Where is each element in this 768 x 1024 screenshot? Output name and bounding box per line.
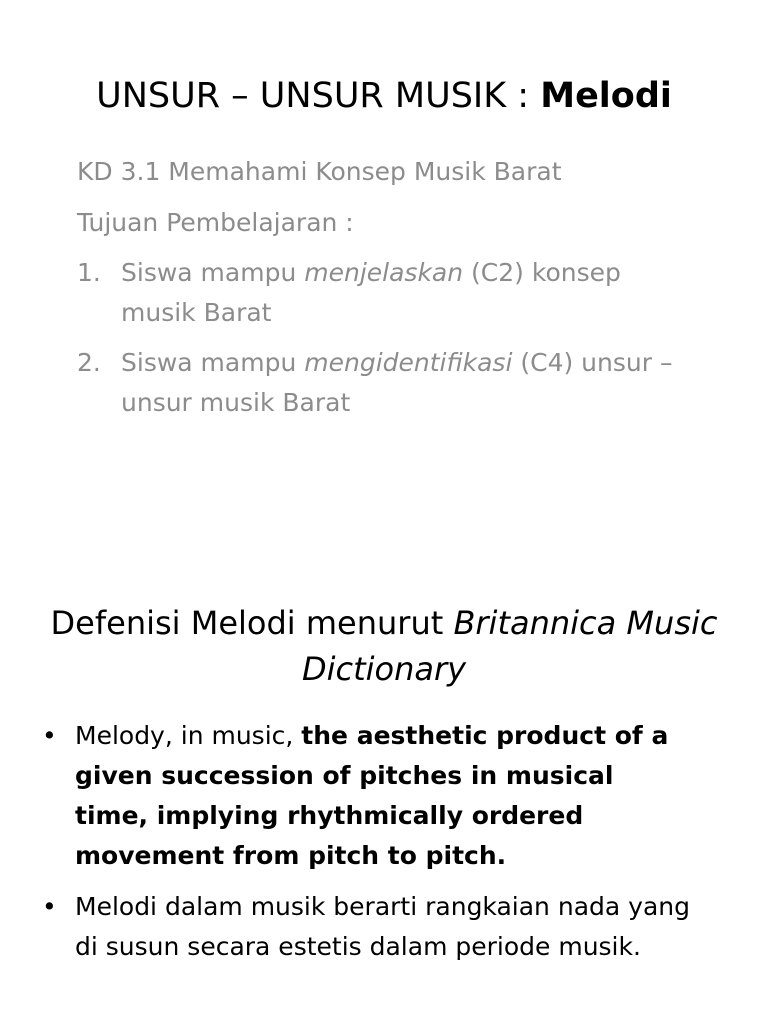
objective-text-italic: mengidentifikasi (304, 348, 513, 377)
slide-1-title (0, 70, 768, 122)
bullet-icon: • (42, 721, 57, 750)
kd-text: KD 3.1 Memahami Konsep Musik Barat (77, 157, 562, 186)
slide-2 (0, 512, 768, 1024)
bullet-text-bold: the aesthetic product of a given succession of pitches in musical time, implying rhythmically ordered movement from pitch to pitch. (75, 721, 669, 870)
bullet-list-item-1 (42, 716, 692, 876)
objective-text-post: (C2) konsep musik Barat (121, 258, 621, 327)
bullet-text-plain: Melodi dalam musik berarti rangkaian nada yang di susun secara estetis dalam periode musik. (75, 892, 690, 961)
objective-list-item-1 (77, 253, 697, 333)
bullet-list-item-2 (42, 887, 692, 967)
objective-list-item-2 (77, 343, 697, 423)
objective-text-pre: Siswa mampu (121, 348, 305, 377)
objective-text-post: (C4) unsur – unsur musik Barat (121, 348, 673, 417)
bullet-icon: • (42, 892, 57, 921)
objective-number: 2. (77, 348, 101, 377)
tujuan-heading: Tujuan Pembelajaran : (77, 208, 354, 237)
bullet-text-plain: Melody, in music, (75, 721, 302, 750)
objective-text-pre: Siswa mampu (121, 258, 305, 287)
title-plain-text: Defenisi Melodi menurut (50, 604, 454, 642)
objective-text-italic: menjelaskan (304, 258, 464, 287)
title-italic-text: Britannica Music Dictionary (301, 604, 718, 688)
slide-2-title (40, 600, 728, 692)
objective-number: 1. (77, 258, 101, 287)
title-plain-text: UNSUR – UNSUR MUSIK : (96, 76, 541, 116)
title-bold-text: Melodi (540, 76, 672, 116)
